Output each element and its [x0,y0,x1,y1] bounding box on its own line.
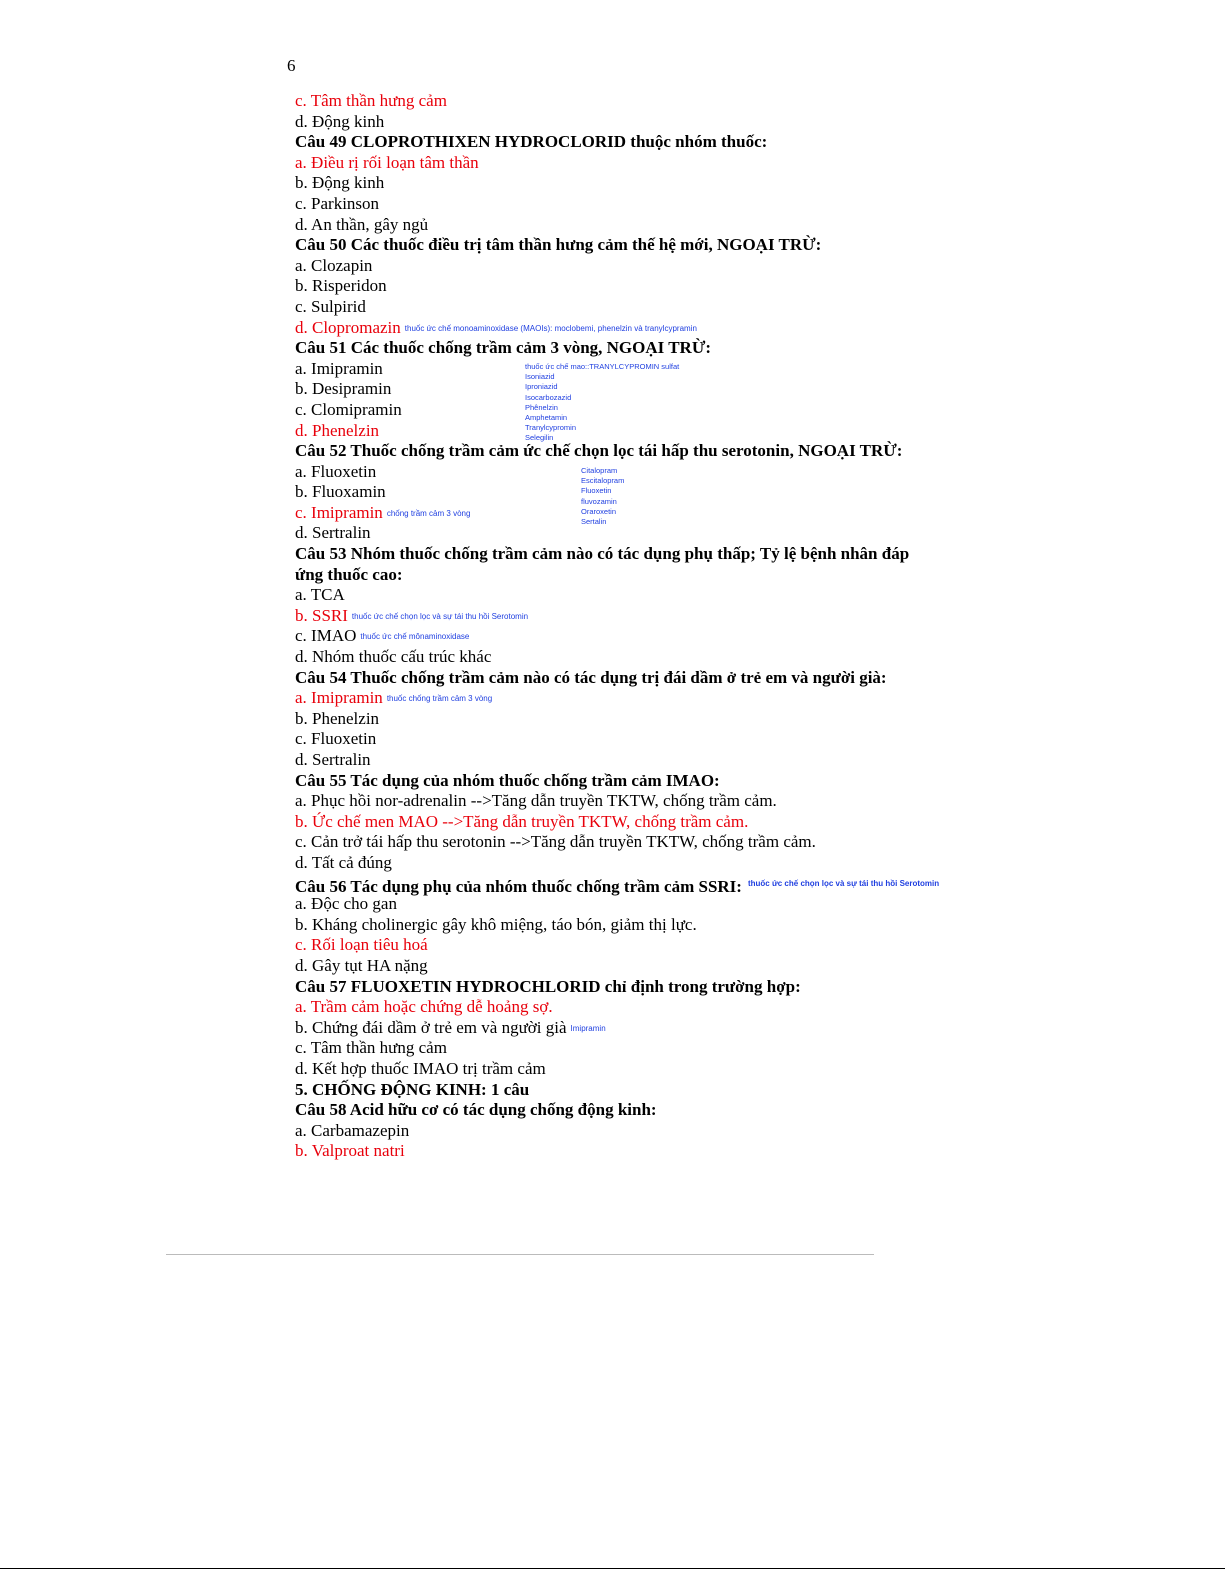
answer-line [295,523,1175,544]
question-line [295,1080,1175,1101]
answer-line [295,297,1175,318]
line-text: b. Fluoxamin [295,482,386,502]
question-line [295,441,1175,462]
ssri-drug-list-note [581,466,624,527]
correct-answer-line [295,606,1175,627]
page-number: 6 [287,56,296,75]
line-text: b. Risperidon [295,276,387,296]
answer-line [295,1121,1175,1142]
answer-line [295,750,1175,771]
annotation-note: chống trầm cảm 3 vòng [386,508,471,518]
line-text: a. Độc cho gan [295,894,397,914]
annotation-note: thuốc ức chế monoaminoxidase (MAOIs): moclobemi, phenelzin và tranylcypramin [404,323,697,333]
answer-line [295,956,1175,977]
line-text: d. Phenelzin [295,420,380,440]
answer-line [295,173,1175,194]
answer-line [295,894,1175,915]
line-text: a. TCA [295,585,345,605]
answer-line [295,462,1175,483]
line-text: b. Desipramin [295,379,392,399]
ssri-note-item: fluvozamin [581,496,617,506]
question-line [295,668,1175,689]
ssri-note-item: Citalopram [581,466,618,475]
answer-line [295,791,1175,812]
separator-line [166,1254,869,1255]
answer-line [295,400,1175,421]
annotation-note: thuốc ức chế chọn lọc và sự tái thu hồi Serotomin [351,611,529,621]
answer-line [295,215,1175,236]
correct-answer-line [295,688,1175,709]
answer-line [295,729,1175,750]
answer-line [295,585,1175,606]
answer-line [295,256,1175,277]
ssri-note-item: Oraroxetin [581,506,617,516]
line-text: b. Kháng cholinergic gây khô miệng, táo bón, giảm thị lực. [295,914,697,934]
line-text: d. Nhóm thuốc cấu trúc khác [295,647,492,667]
maoi-note-item: Selegilin [525,433,554,443]
question-line [295,977,1175,998]
correct-answer-line [295,153,1175,174]
line-text: c. Clomipramin [295,399,402,419]
line-text: 5. CHỐNG ĐỘNG KINH: 1 câu [295,1079,530,1099]
correct-answer-line [295,997,1175,1018]
ssri-note-item: Escitalopram [581,476,625,486]
line-text: a. Phục hồi nor-adrenalin -->Tăng dẫn truyền TKTW, chống trầm cảm. [295,791,777,811]
answer-line [295,832,1175,853]
line-text: d. Clopromazin [295,317,401,337]
annotation-note: Imipramin [570,1023,606,1033]
line-text: Câu 54 Thuốc chống trầm cảm nào có tác dụng trị đái dầm ở trẻ em và người già: [295,667,887,687]
line-text: Câu 52 Thuốc chống trầm cảm ức chế chọn lọc tái hấp thu serotonin, NGOẠI TRỪ: [295,441,903,461]
line-text: Câu 55 Tác dụng của nhóm thuốc chống trầm cảm IMAO: [295,770,720,790]
line-text: d. Kết hợp thuốc IMAO trị trầm cảm [295,1058,546,1078]
correct-answer-line [295,935,1175,956]
maoi-note-item: Amphetamin [525,413,568,423]
maoi-drug-list-note [525,362,679,444]
line-text: Câu 49 CLOPROTHIXEN HYDROCLORID thuộc nhóm thuốc: [295,132,768,152]
answer-line [295,379,1175,400]
line-text: a. Trầm cảm hoặc chứng dễ hoảng sợ. [295,997,553,1017]
answer-line [295,482,1175,503]
line-text: Câu 50 Các thuốc điều trị tâm thần hưng cảm thế hệ mới, NGOẠI TRỪ: [295,235,822,255]
maoi-note-item: Isoniazid [525,372,555,382]
ssri-note-item: Fluoxetin [581,486,612,496]
answer-line [295,276,1175,297]
maoi-note-item: Iproniazid [525,382,558,392]
correct-answer-line [295,318,1175,339]
maoi-note-item: Tranylcypromin [525,423,576,433]
question-line [295,1100,1175,1121]
question-line [295,771,1175,792]
question-line [295,338,1175,359]
line-text: Câu 57 FLUOXETIN HYDROCHLORID chỉ định trong trường hợp: [295,976,801,996]
line-text: a. Carbamazepin [295,1120,410,1140]
maoi-note-item: Isocarbozazid [525,392,572,402]
line-text: c. Parkinson [295,193,380,213]
correct-answer-line [295,91,1175,112]
line-text: a. Clozapin [295,255,373,275]
maoi-note-item: Phênelzin [525,402,558,412]
question-content [295,91,1175,1162]
line-text: c. Fluoxetin [295,729,377,749]
line-text: b. SSRI [295,605,348,625]
annotation-note: thuốc ức chế mônaminoxidase [360,632,470,642]
ssri-note-item: Sertalin [581,517,607,527]
line-text: c. Tâm thần hưng cảm [295,91,447,110]
question-line [295,544,1175,565]
line-text: d. Sertralin [295,523,371,543]
line-text: d. Sertralin [295,750,371,769]
line-text: Câu 56 Tác dụng phụ của nhóm thuốc chống trầm cảm SSRI: [295,876,742,896]
line-text: d. Động kinh [295,111,385,131]
line-text: c. Cản trở tái hấp thu serotonin -->Tăng dẫn truyền TKTW, chống trầm cảm. [295,832,816,852]
answer-line [295,1018,1175,1039]
line-text: b. Ức chế men MAO -->Tăng dẫn truyền TKTW, chống trầm cảm. [295,811,749,831]
answer-line [295,112,1175,133]
line-text: d. Gây tụt HA nặng [295,955,428,975]
answer-line [295,626,1175,647]
correct-answer-line [295,1141,1175,1162]
question-line [295,874,1175,895]
line-text: c. Rối loạn tiêu hoá [295,935,428,955]
line-text: c. Sulpirid [295,296,366,316]
line-text: Câu 51 Các thuốc chống trầm cảm 3 vòng, NGOẠI TRỪ: [295,338,712,358]
line-text: c. IMAO [295,626,357,646]
line-text: c. Tâm thần hưng cảm [295,1038,447,1058]
line-text: a. Imipramin [295,358,383,378]
line-text: Câu 53 Nhóm thuốc chống trầm cảm nào có tác dụng phụ thấp; Tỷ lệ bệnh nhân đáp [295,544,910,564]
question-line [295,235,1175,256]
answer-line [295,359,1175,380]
answer-line [295,1059,1175,1080]
line-text: a. Imipramin [295,688,383,708]
line-text: b. Chứng đái dầm ở trẻ em và người già [295,1017,567,1037]
line-text: ứng thuốc cao: [295,564,403,584]
answer-line [295,194,1175,215]
question-line [295,565,1175,586]
line-text: b. Phenelzin [295,708,380,728]
line-text: d. Tất cả đúng [295,852,392,872]
line-text: d. An thần, gây ngủ [295,214,429,234]
correct-answer-line [295,421,1175,442]
page-bottom-border [0,1568,1225,1569]
answer-line [295,647,1175,668]
answer-line [295,915,1175,936]
line-text: b. Động kinh [295,173,385,193]
correct-answer-line [295,503,1175,524]
separator-tick [866,1254,874,1255]
annotation-note: thuốc chống trầm cảm 3 vòng [386,694,493,704]
line-text: Câu 58 Acid hữu cơ có tác dụng chống động kinh: [295,1100,657,1120]
correct-answer-line [295,812,1175,833]
question-line [295,132,1175,153]
maoi-note-title: thuốc ức chế mao::TRANYLCYPROMIN sulfat [525,362,680,371]
answer-line [295,853,1175,874]
line-text: b. Valproat natri [295,1141,405,1161]
line-text: a. Điều rị rối loạn tâm thần [295,152,479,172]
answer-line [295,709,1175,730]
answer-line [295,1038,1175,1059]
annotation-note: thuốc ức chế chọn lọc và sự tái thu hồi Serotomin [747,878,940,888]
line-text: c. Imipramin [295,502,383,522]
line-text: a. Fluoxetin [295,461,377,481]
